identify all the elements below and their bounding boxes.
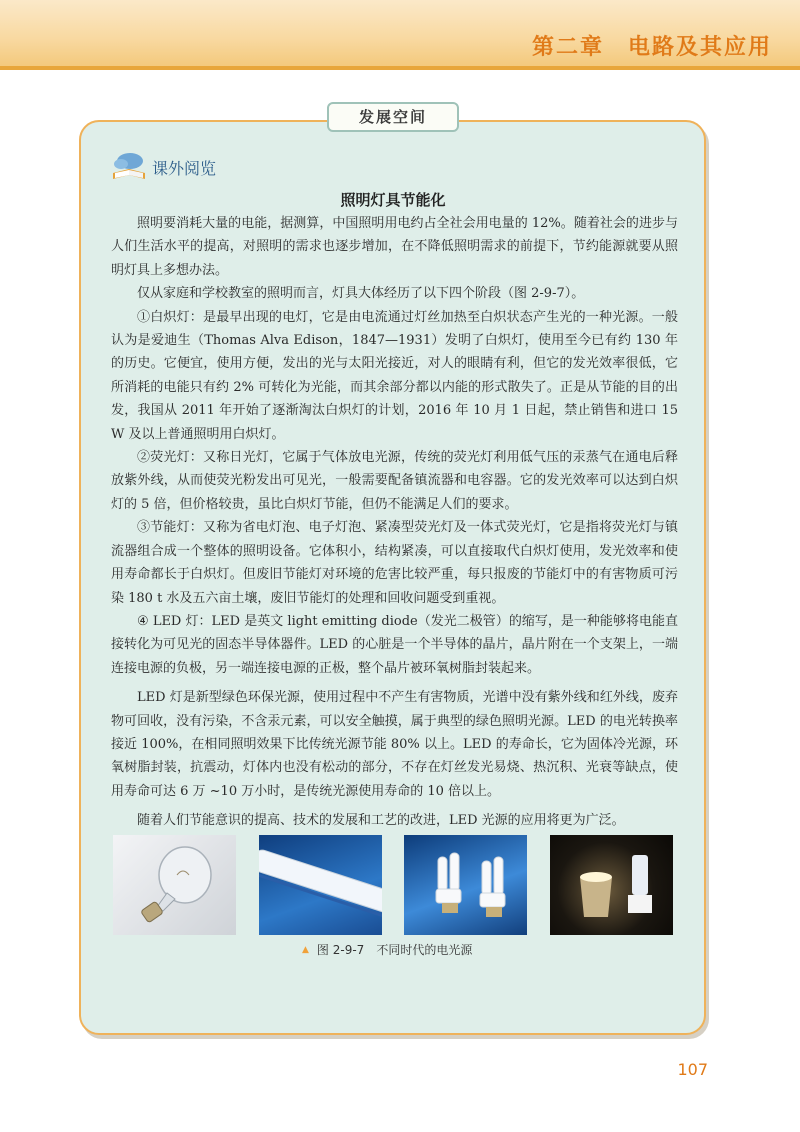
header-rule bbox=[0, 66, 800, 70]
paragraph: LED 灯是新型绿色环保光源，使用过程中不产生有害物质，光谱中没有紫外线和红外线，废弃物可回收，没有污染，不含汞元素，可以安全触摸，属于典型的绿色照明光源。LED 的电光转换率接近 100%，在相同照明效果下比传统光源节能 80% 以上。LED 的寿命长，它为固体冷光源，环氧树脂封装，抗震动，灯体内也没有松动的部分，不存在灯丝发光易烧、热沉积、光衰等缺点，使用寿命可达 6 万 ~10 万小时，是传统光源使用寿命的 10 倍以上。 bbox=[111, 690, 678, 799]
fluorescent-tube-photo bbox=[259, 835, 382, 935]
led-lamp-photo bbox=[550, 835, 673, 935]
paragraph: ④ LED 灯：LED 是英文 light emitting diode（发光二极管）的缩写，是一种能够将电能直接转化为可见光的固态半导体器件。LED 的心脏是一个半导体的晶片，晶片附在一个支架上，一端连接电源的负极，另一端连接电源的正极，整个晶片被环氧树脂封装起来。 bbox=[111, 613, 678, 676]
figure-photos bbox=[113, 835, 673, 935]
incandescent-bulb-photo bbox=[113, 835, 236, 935]
paragraph: 照明要消耗大量的电能，据测算，中国照明用电约占全社会用电量的 12%。随着社会的进步与人们生活水平的提高，对照明的需求也逐步增加，在不降低照明需求的前提下，节约能源就要从照明灯具上多想办法。 bbox=[111, 216, 678, 278]
chapter-title: 第二章 电路及其应用 bbox=[531, 35, 772, 60]
book-cloud-icon bbox=[110, 151, 148, 183]
paragraph: ③节能灯：又称为省电灯泡、电子灯泡、紧凑型荧光灯及一体式荧光灯，它是指将荧光灯与镇流器组合成一个整体的照明设备。它体积小，结构紧凑，可以直接取代白炽灯使用，发光效率和使用寿命都长于白炽灯。但废旧节能灯对环境的危害比较严重，每只报废的节能灯中的有害物质可污染 180 t 水及五六亩土壤，废旧节能灯的处理和回收问题受到重视。 bbox=[111, 520, 678, 606]
article-title: 照明灯具节能化 bbox=[340, 191, 446, 209]
paragraph: 仅从家庭和学校教室的照明而言，灯具大体经历了以下四个阶段（图 2-9-7）。 bbox=[137, 286, 585, 302]
triangle-icon: ▲ bbox=[302, 944, 309, 955]
page-number: 107 bbox=[677, 1060, 708, 1079]
reading-section-label bbox=[110, 150, 216, 184]
paragraph: ①白炽灯：是最早出现的电灯，它是由电流通过灯丝加热至白炽状态产生光的一种光源。一般认为是爱迪生（Thomas Alva Edison，1847—1931）发明了白炽灯，使用至今已有约 130 年的历史。它便宜，使用方便，发出的光与太阳光接近，对人的眼睛有利，但它的发光效率很低，它所消耗的电能只有约 2% 可转化为光能，而其余部分都以内能的形式散失了。正是从节能的目的出发，我国从 2011 年开始了逐渐淘汰白炽灯的计划，2016 年 10 月 1 日起，禁止销售和进口 15 W 及以上普通照明用白炽灯。 bbox=[111, 309, 678, 442]
figure-caption-text: 不同时代的电光源 bbox=[376, 943, 473, 957]
panel-tab-label: 发展空间 bbox=[327, 102, 459, 132]
article-body bbox=[111, 212, 678, 833]
paragraph: ②荧光灯：又称日光灯，它属于气体放电光源，传统的荧光灯利用低气压的汞蒸气在通电后释放紫外线，从而使荧光粉发出可见光，一般需要配备镇流器和电容器。它的发光效率可以达到白炽灯的 5 倍，但价格较贵，虽比白炽灯节能，但仍不能满足人们的要求。 bbox=[111, 450, 678, 512]
reading-label-text: 课外阅览 bbox=[152, 158, 217, 178]
paragraph: 随着人们节能意识的提高、技术的发展和工艺的改进，LED 光源的应用将更为广泛。 bbox=[137, 813, 625, 829]
figure-number: 图 2-9-7 bbox=[316, 943, 365, 957]
energy-saving-lamp-photo bbox=[404, 835, 527, 935]
figure-caption bbox=[302, 941, 472, 958]
